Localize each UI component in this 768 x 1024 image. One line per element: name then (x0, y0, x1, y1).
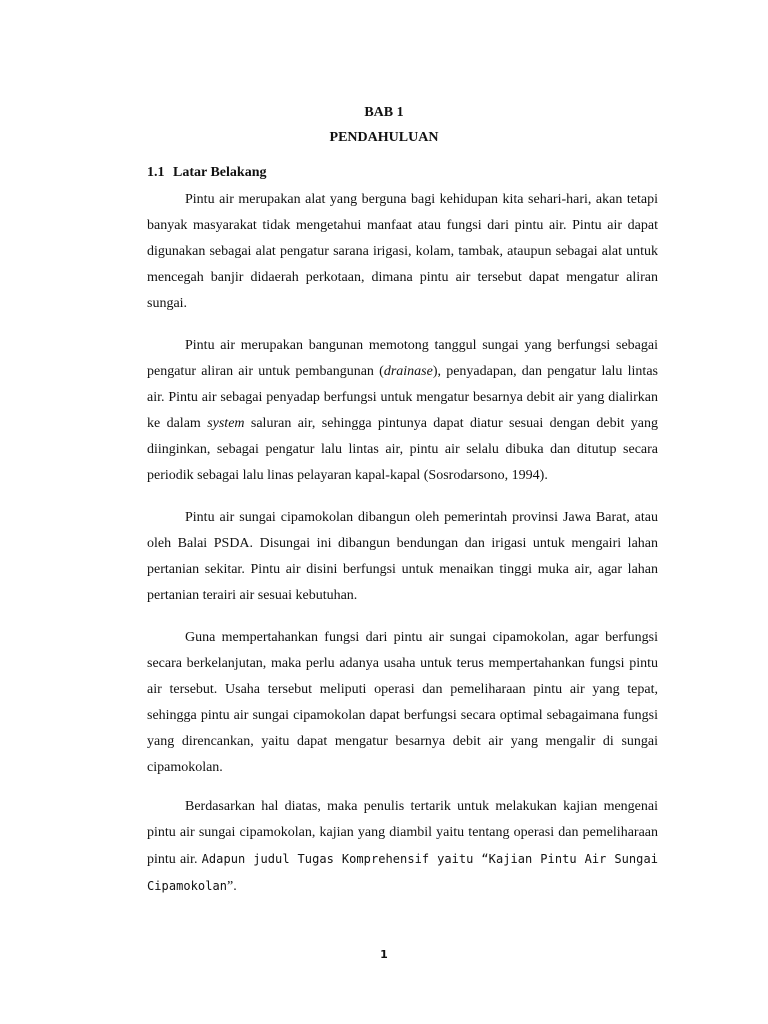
paragraph-2 (147, 333, 658, 489)
page-number: 1 (380, 948, 388, 961)
section-heading (147, 165, 266, 181)
term-system: system (207, 416, 245, 431)
paragraph-5-closing-quote: ”. (227, 879, 237, 894)
paragraph-2-part-2: ), penyadapan, dan pengatur lalu lintas air. Pintu air sebagai penyadap berfungsi untuk mengatur besarnya debit air yang dialirkan ke dalam (147, 364, 658, 431)
section-title: Latar Belakang (173, 165, 267, 180)
paragraph-5 (147, 794, 658, 900)
term-drainase: drainase (383, 364, 433, 379)
paragraph-5-part-1: Berdasarkan hal diatas, maka penulis tertarik untuk melakukan kajian mengenai pintu air sungai cipamokolan, kajian yang diambil yaitu tentang operasi dan pemeliharaan pintu air. (147, 799, 658, 867)
paragraph-5-title-sentence: Adapun judul Tugas Komprehensif yaitu “Kajian Pintu Air Sungai Cipamokolan (147, 852, 659, 893)
paragraph-2-part-1: Pintu air merupakan bangunan memotong tanggul sungai yang berfungsi sebagai pengatur aliran air untuk pembangunan ( (147, 338, 658, 379)
chapter-title: PENDAHULUAN (329, 130, 439, 145)
section-number: 1.1 (147, 165, 165, 180)
paragraph-2-part-3: saluran air, sehingga pintunya dapat diatur sesuai dengan debit yang diinginkan, sebagai pengatur lalu lintas air, pintu air selalu dibuka dan ditutup secara periodik sebagai lalu linas pelayaran kapal-kapal (Sosrodarsono, 1994). (147, 416, 659, 483)
paragraph-3: Pintu air sungai cipamokolan dibangun oleh pemerintah provinsi Jawa Barat, atau oleh Balai PSDA. Disungai ini dibangun bendungan dan irigasi untuk mengairi lahan pertanian sekitar. Pintu air disini berfungsi untuk menaikan tinggi muka air, agar lahan pertanian terairi air sesuai kebutuhan. (147, 510, 658, 603)
chapter-number: BAB 1 (364, 105, 404, 120)
paragraph-1: Pintu air merupakan alat yang berguna bagi kehidupan kita sehari-hari, akan tetapi banyak masyarakat tidak mengetahui manfaat atau fungsi dari pintu air. Pintu air dapat digunakan sebagai alat pengatur sarana irigasi, kolam, tambak, ataupun sebagai alat untuk mencegah banjir didaerah perkotaan, dimana pintu air tersebut dapat mengatur aliran sungai. (147, 192, 658, 311)
paragraph-4: Guna mempertahankan fungsi dari pintu air sungai cipamokolan, agar berfungsi secara berkelanjutan, maka perlu adanya usaha untuk terus mempertahankan fungsi pintu air tersebut. Usaha tersebut meliputi operasi dan pemeliharaan pintu air yang tepat, sehingga pintu air sungai cipamokolan dapat berfungsi secara optimal sebagaimana fungsi yang direncankan, yaitu dapat mengatur besarnya debit air yang mengalir di sungai cipamokolan. (147, 630, 658, 775)
body-text (147, 187, 658, 911)
